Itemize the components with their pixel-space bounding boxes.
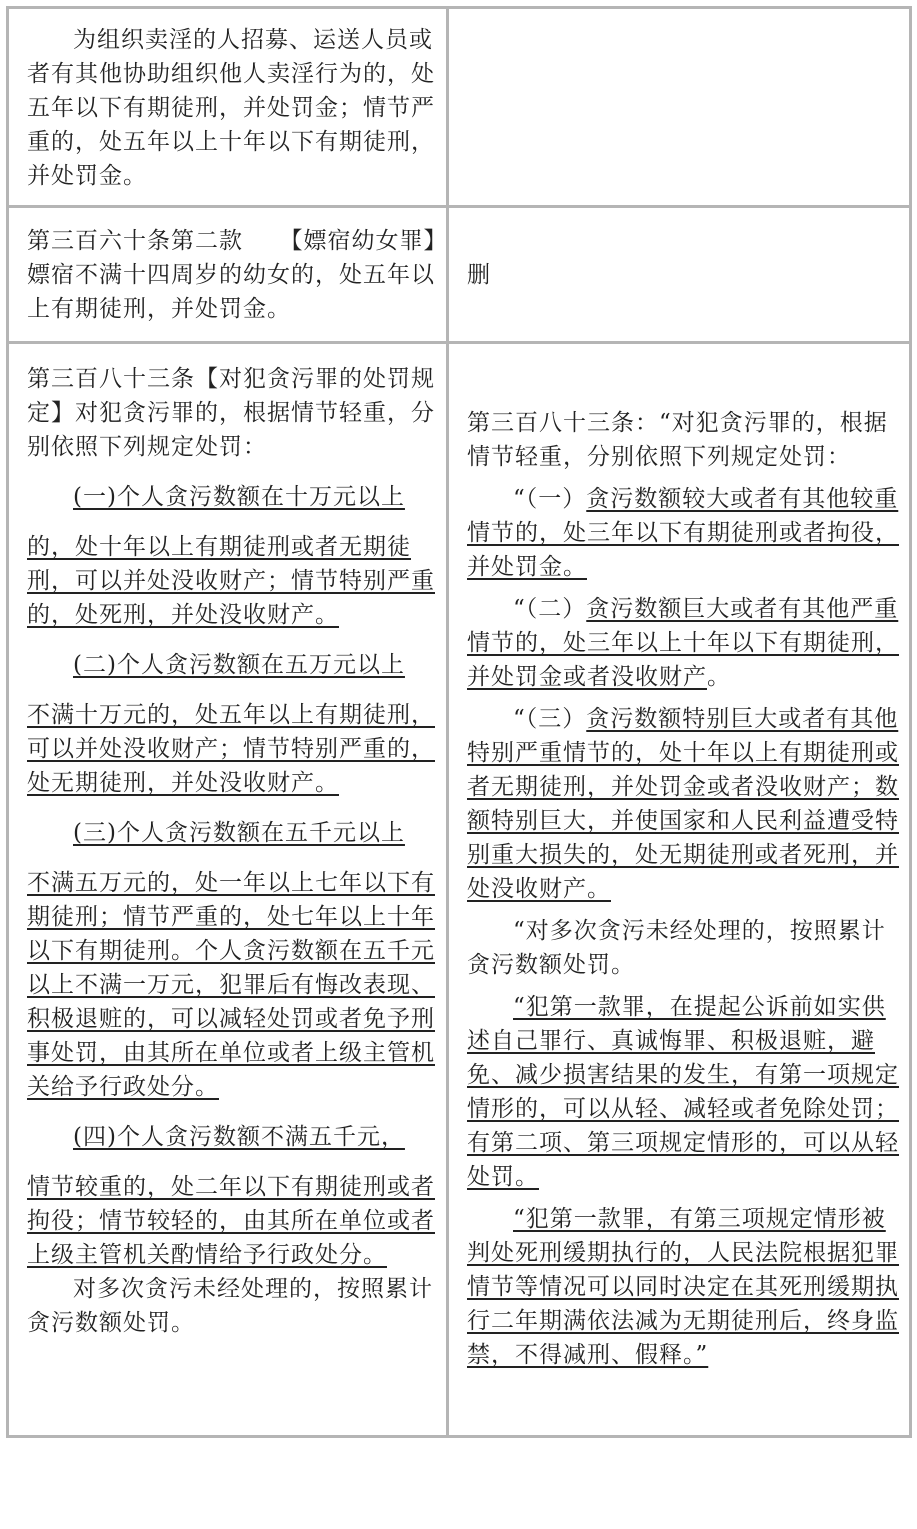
comparison-table xyxy=(6,6,912,1438)
item-4-body: 情节较重的，处二年以下有期徒刑或者拘役；情节较轻的，由其所在单位或者上级主管机关酌情给予行政处分。 xyxy=(27,1174,435,1268)
item-4-head: (四)个人贪污数额不满五千元， xyxy=(73,1124,405,1150)
left-cell xyxy=(8,8,448,207)
item-3-amended: 贪污数额特别巨大或者有其他特别严重情节的，处十年以上有期徒刑或者无期徒刑，并处罚金或者没收财产；数额特别巨大，并使国家和人民利益遭受特别重大损失的，处无期徒刑或者死刑，并处没收财产。 xyxy=(467,706,899,902)
left-cell xyxy=(8,207,448,343)
table-row xyxy=(8,8,911,207)
item-3-head: (三)个人贪污数额在五千元以上 xyxy=(73,820,405,846)
item-2-body: 不满十万元的，处五年以上有期徒刑，可以并处没收财产；情节特别严重的，处无期徒刑，并处没收财产。 xyxy=(27,702,435,796)
amended-intro: 第三百八十三条：“对犯贪污罪的，根据情节轻重，分别依照下列规定处罚： xyxy=(467,410,888,470)
item-2-end: 。 xyxy=(707,664,731,690)
original-text: 第三百六十条第二款 【嫖宿幼女罪】嫖宿不满十四周岁的幼女的，处五年以上有期徒刑，并处罚金。 xyxy=(27,228,436,322)
closing-paragraph: 对多次贪污未经处理的，按照累计贪污数额处罚。 xyxy=(27,1276,433,1336)
table-row xyxy=(8,343,911,1437)
right-cell xyxy=(448,8,911,207)
amended-text: 删 xyxy=(467,262,491,288)
item-3-body: 不满五万元的，处一年以上七年以下有期徒刑；情节严重的，处七年以上十年以下有期徒刑。个人贪污数额在五千元以上不满一万元，犯罪后有悔改表现、积极退赃的，可以减轻处罚或者免予刑事处罚，由其所在单位或者上级主管机关给予行政处分。 xyxy=(27,870,435,1100)
item-2-prefix: “（二） xyxy=(513,596,587,622)
item-1-head: (一)个人贪污数额在十万元以上 xyxy=(73,484,405,510)
article-intro: 第三百八十三条【对犯贪污罪的处罚规定】对犯贪污罪的，根据情节轻重，分别依照下列规定处罚： xyxy=(27,366,435,460)
item-1-amended: 贪污数额较大或者有其他较重情节的，处三年以下有期徒刑或者拘役，并处罚金。 xyxy=(467,486,899,580)
item-1-prefix: “（一） xyxy=(513,486,587,512)
new-paragraph-1: “犯第一款罪，在提起公诉前如实供述自己罪行、真诚悔罪、积极退赃，避免、减少损害结果的发生，有第一项规定情形的，可以从轻、减轻或者免除处罚；有第二项、第三项规定情形的，可以从轻处罚。 xyxy=(467,994,899,1190)
right-cell xyxy=(448,343,911,1437)
item-1-body: 的，处十年以上有期徒刑或者无期徒刑，可以并处没收财产；情节特别严重的，处死刑，并处没收财产。 xyxy=(27,534,435,628)
original-text: 为组织卖淫的人招募、运送人员或者有其他协助组织他人卖淫行为的，处五年以下有期徒刑，并处罚金；情节严重的，处五年以上十年以下有期徒刑，并处罚金。 xyxy=(27,27,435,189)
cumulative-paragraph: “对多次贪污未经处理的，按照累计贪污数额处罚。 xyxy=(467,918,886,978)
table-row xyxy=(8,207,911,343)
item-2-head: (二)个人贪污数额在五万元以上 xyxy=(73,652,405,678)
item-2-amended: 贪污数额巨大或者有其他严重情节的，处三年以上十年以下有期徒刑，并处罚金或者没收财产 xyxy=(467,596,899,690)
left-cell xyxy=(8,343,448,1437)
right-cell xyxy=(448,207,911,343)
new-paragraph-2: “犯第一款罪，有第三项规定情形被判处死刑缓期执行的，人民法院根据犯罪情节等情况可以同时决定在其死刑缓期执行二年期满依法减为无期徒刑后，终身监禁，不得减刑、假释。” xyxy=(467,1206,899,1368)
item-3-prefix: “（三） xyxy=(513,706,587,732)
